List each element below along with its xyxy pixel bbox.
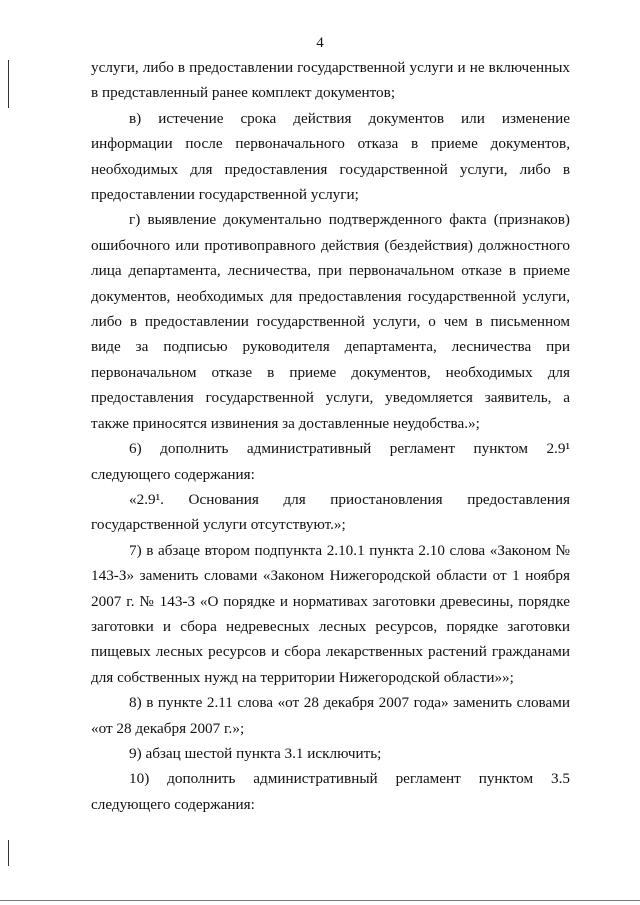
- scan-bottom-edge: [0, 900, 640, 901]
- paragraph-item-6: 6) дополнить административный регламент пунктом 2.9¹ следующего содержания:: [91, 440, 570, 483]
- paragraph-continuation: услуги, либо в предоставлении государственной услуги и не включенных в представленный ранее комплект документов;: [91, 59, 570, 102]
- scan-margin-mark: [8, 840, 9, 866]
- paragraph-item-2-9-1: «2.9¹. Основания для приостановления предоставления государственной услуги отсутствуют.»;: [91, 490, 570, 534]
- paragraph-item-8: 8) в пункте 2.11 слова «от 28 декабря 2007 года» заменить словами «от 28 декабря 2007 г.»;: [91, 694, 570, 737]
- paragraph-item-7: 7) в абзаце втором подпункта 2.10.1 пункта 2.10 слова «Законом № 143-З» заменить словами «Законом Нижегородской области от 1 ноября 2007 г. № 143-З «О порядке и нормативах заготовки древесины, порядке заготовки и сбора недревесных лесных ресурсов, порядке заготовки пищевых лесных ресурсов и сбора лекарственных растений гражданами для собственных нужд на территории Нижегородской области»»;: [91, 541, 570, 686]
- page-number: 4: [316, 35, 324, 51]
- paragraph-item-9: 9) абзац шестой пункта 3.1 исключить;: [129, 744, 382, 762]
- paragraph-item-10: 10) дополнить административный регламент пунктом 3.5 следующего содержания:: [91, 770, 570, 813]
- scan-margin-mark: [8, 60, 9, 108]
- paragraph-item-v: в) истечение срока действия документов или изменение информации после первоначального отказа в приеме документов, необходимых для предоставления государственной услуги, либо в предоставлении государственной услуги;: [91, 109, 570, 204]
- paragraph-item-g: г) выявление документально подтвержденного факта (признаков) ошибочного или противоправного действия (бездействия) должностного лица департамента, лесничества, при первоначальном отказе в приеме документов, необходимых для предоставления государственной услуги, либо в предоставлении государственной услуги, о чем в письменном виде за подписью руководителя департамента, лесничества при первоначальном отказе в приеме документов, необходимых для предоставления государственной услуги, уведомляется заявитель, а также приносятся извинения за доставленные неудобства.»;: [91, 211, 570, 432]
- document-body: [91, 55, 570, 817]
